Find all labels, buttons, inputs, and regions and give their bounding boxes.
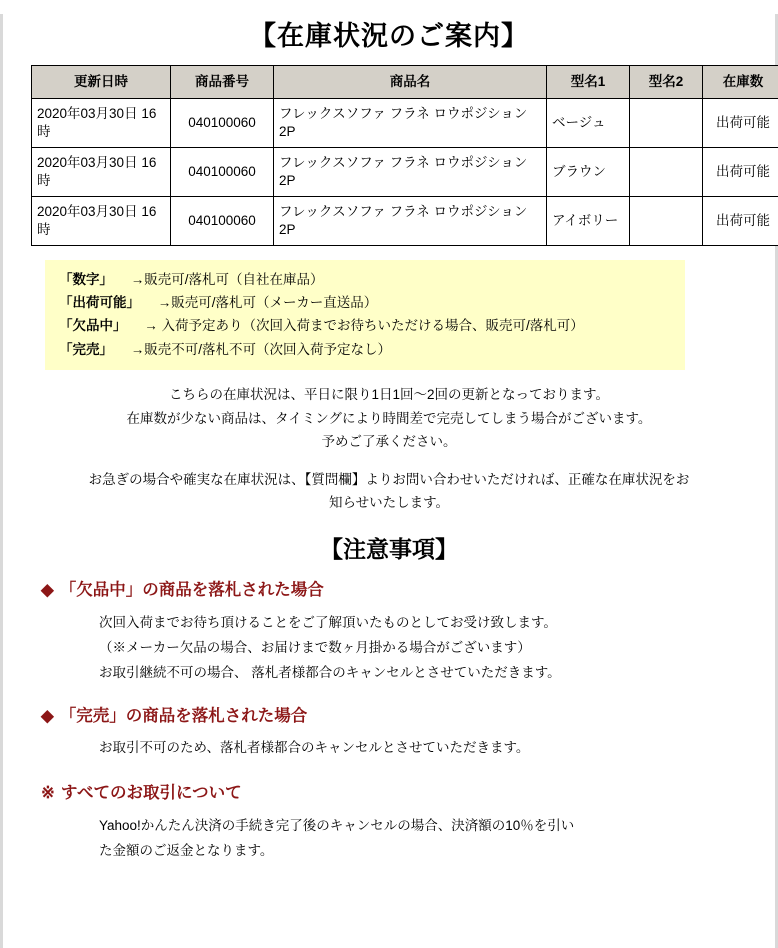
cell-update-date: 2020年03月30日 16時 (32, 99, 171, 148)
caution-body-shortage (99, 611, 775, 686)
cell-type2 (630, 148, 703, 197)
note-line-3: 予めご了承ください。 (37, 430, 741, 454)
cell-product-name: フレックスソファ フラネ ロウポジション 2P (274, 99, 547, 148)
table-row (32, 197, 778, 246)
caution-section-shortage (3, 578, 775, 686)
cell-product-name: フレックスソファ フラネ ロウポジション 2P (274, 148, 547, 197)
caution-heading-text: 「欠品中」の商品を落札された場合 (60, 581, 324, 599)
legend-box (45, 260, 685, 370)
caution-section-soldout (3, 704, 775, 762)
caution-body-all-transactions (99, 814, 775, 864)
column-header-type1: 型名1 (547, 66, 630, 99)
note-line-2: 在庫数が少ない商品は、タイミングにより時間差で完売してしまう場合がございます。 (37, 407, 741, 431)
caution-section-all-transactions (3, 781, 775, 864)
legend-term: 「欠品中」 (59, 318, 127, 333)
diamond-icon: ◆ (41, 707, 54, 725)
legend-description: →販売不可/落札不可（次回入荷予定なし） (131, 342, 391, 357)
legend-term: 「完売」 (59, 342, 113, 357)
legend-term: 「数字」 (59, 272, 113, 287)
note-line-4: お急ぎの場合や確実な在庫状況は、【質問欄】よりお問い合わせいただければ、正確な在庫状況をお (37, 468, 741, 492)
caution-heading-text: 「完売」の商品を落札された場合 (60, 707, 308, 725)
legend-spacer (117, 342, 131, 357)
caution-heading-all-transactions (41, 781, 775, 806)
legend-spacer (130, 318, 144, 333)
stock-table (31, 65, 778, 246)
caution-body-soldout (99, 736, 775, 761)
cell-type1: アイボリー (547, 197, 630, 246)
legend-description: →販売可/落札可（メーカー直送品） (158, 295, 377, 310)
cell-update-date: 2020年03月30日 16時 (32, 197, 171, 246)
cell-stock: 出荷可能 (703, 197, 778, 246)
cell-type2 (630, 99, 703, 148)
caution-body-line: 次回入荷までお待ち頂けることをご了解頂いたものとしてお受け致します。 (99, 611, 775, 636)
column-header-product-name: 商品名 (274, 66, 547, 99)
note-line-1: こちらの在庫状況は、平日に限り1日1回～2回の更新となっております。 (37, 383, 741, 407)
cell-stock: 出荷可能 (703, 99, 778, 148)
legend-term: 「出荷可能」 (59, 295, 140, 310)
cell-type2 (630, 197, 703, 246)
caution-body-line: お取引不可のため、落札者様都合のキャンセルとさせていただきます。 (99, 736, 775, 761)
cell-product-name: フレックスソファ フラネ ロウポジション 2P (274, 197, 547, 246)
caution-body-line: Yahoo!かんたん決済の手続き完了後のキャンセルの場合、決済額の10％を引い (99, 814, 775, 839)
cell-type1: ブラウン (547, 148, 630, 197)
stock-table-container (3, 65, 775, 246)
update-notes (3, 383, 775, 515)
stock-table-header (32, 66, 778, 99)
column-header-update-date: 更新日時 (32, 66, 171, 99)
caution-heading-shortage (41, 578, 775, 603)
stock-table-body (32, 99, 778, 246)
caution-title: 【注意事項】 (3, 531, 775, 564)
caution-heading-text: すべてのお取引について (61, 784, 242, 802)
legend-item (59, 291, 675, 314)
cell-update-date: 2020年03月30日 16時 (32, 148, 171, 197)
notes-spacer (37, 454, 741, 468)
caution-body-line: た金額のご返金となります。 (99, 839, 775, 864)
cell-type1: ベージュ (547, 99, 630, 148)
column-header-product-code: 商品番号 (171, 66, 274, 99)
legend-description: →販売可/落札可（自社在庫品） (131, 272, 324, 287)
legend-item (59, 314, 675, 337)
asterisk-icon: ※ (41, 784, 55, 802)
page-title: 【在庫状況のご案内】 (3, 14, 775, 53)
table-header-row (32, 66, 778, 99)
cell-stock: 出荷可能 (703, 148, 778, 197)
cell-product-code: 040100060 (171, 99, 274, 148)
column-header-type2: 型名2 (630, 66, 703, 99)
legend-spacer (144, 295, 158, 310)
document-page (0, 14, 778, 948)
caution-body-line: お取引継続不可の場合、 落札者様都合のキャンセルとさせていただきます。 (99, 661, 775, 686)
legend-item (59, 268, 675, 291)
caution-heading-soldout (41, 704, 775, 729)
legend-item (59, 338, 675, 361)
column-header-stock-count: 在庫数 (703, 66, 778, 99)
table-row (32, 99, 778, 148)
caution-body-line: （※メーカー欠品の場合、お届けまで数ヶ月掛かる場合がございます） (99, 636, 775, 661)
table-row (32, 148, 778, 197)
legend-spacer (117, 272, 131, 287)
cell-product-code: 040100060 (171, 197, 274, 246)
legend-description: → 入荷予定あり（次回入荷までお待ちいただける場合、販売可/落札可） (144, 318, 584, 333)
section-spacer (3, 686, 775, 704)
note-line-5: 知らせいたします。 (37, 491, 741, 515)
diamond-icon: ◆ (41, 581, 54, 599)
cell-product-code: 040100060 (171, 148, 274, 197)
